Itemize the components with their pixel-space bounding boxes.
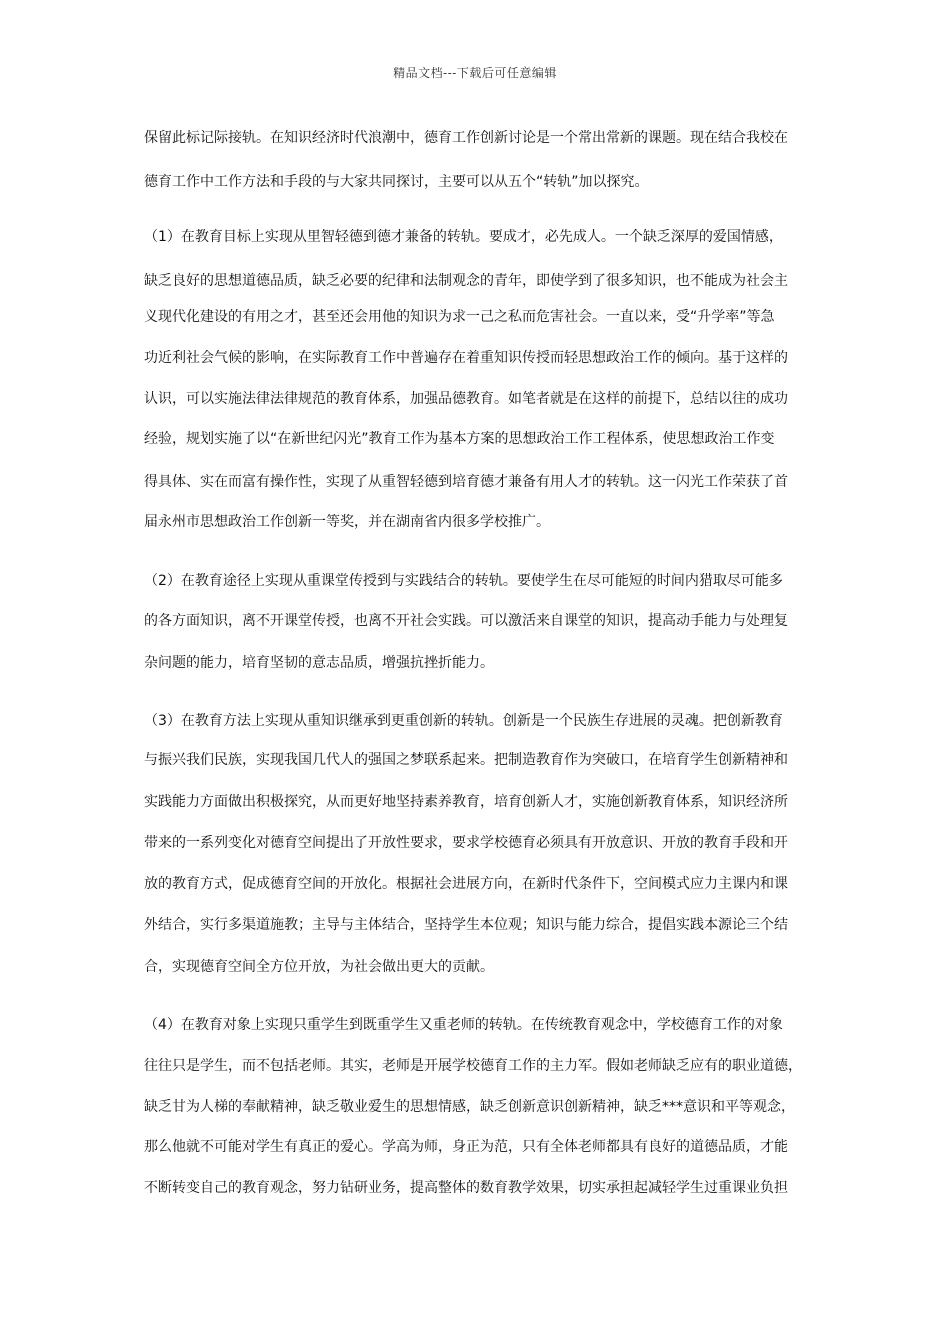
paragraph-line: 外结合，实行多渠道施教；主导与主体结合，坚持学生本位观；知识与能力综合，提倡实践本源论三个结	[144, 917, 788, 933]
paragraph-line: 合，实现德育空间全方位开放，为社会做出更大的贡献。	[144, 959, 494, 975]
paragraph-line: （2）在教育途径上实现从重课堂传授到与实践结合的转轨。要使学生在尽可能短的时间内猎取尽可能多	[144, 573, 783, 589]
page-header: 精品文档---下载后可任意编辑	[393, 66, 557, 80]
paragraph-line: 往往只是学生，而不包括老师。其实，老师是开展学校德育工作的主力军。假如老师缺乏应有的职业道德，	[144, 1058, 802, 1074]
paragraph-line: 认识，可以实施法律法律规范的教育体系，加强品德教育。如笔者就是在这样的前提下，总结以往的成功	[144, 391, 788, 407]
paragraph-line: 放的教育方式，促成德育空间的开放化。根据社会进展方向，在新时代条件下，空间模式应力主课内和课	[144, 876, 788, 892]
paragraph-line: 的各方面知识，离不开课堂传授，也离不开社会实践。可以激活来自课堂的知识，提高动手能力与处理复	[144, 613, 788, 629]
paragraph-line: 得具体、实在而富有操作性，实现了从重智轻德到培育德才兼备有用人才的转轨。这一闪光工作荣获了首	[144, 474, 788, 490]
paragraph-line: （1）在教育目标上实现从里智轻德到德才兼备的转轨。要成才，必先成人。一个缺乏深厚的爱国情感，	[144, 229, 783, 245]
paragraph-line: （4）在教育对象上实现只重学生到既重学生又重老师的转轨。在传统教育观念中，学校德育工作的对象	[144, 1017, 783, 1033]
paragraph-line: 实践能力方面做出积极探究，从而更好地坚持素养教育，培育创新人才，实施创新教育体系，知识经济所	[144, 794, 788, 810]
paragraph-line: 不断转变自己的教育观念，努力钻研业务，提高整体的数育教学效果，切实承担起减轻学生过重课业负担	[144, 1180, 788, 1196]
paragraph-line: 带来的一系列变化对德育空间提出了开放性要求，要求学校德育必须具有开放意识、开放的教育手段和开	[144, 835, 788, 851]
paragraph-line: （3）在教育方法上实现从重知识继承到更重创新的转轨。创新是一个民族生存进展的灵魂。把创新教育	[144, 713, 783, 729]
paragraph-line: 届永州市思想政治工作创新一等奖，并在湖南省内很多学校推广。	[144, 514, 550, 530]
paragraph-line: 义现代化建设的有用之才，甚至还会用他的知识为求一己之私而危害社会。一直以来，受“升学率”等急	[144, 309, 775, 325]
paragraph-line: 与振兴我们民族，实现我国几代人的强国之梦联系起来。把制造教育作为突破口，在培育学生创新精神和	[144, 752, 788, 768]
paragraph-line: 保留此标记际接轨。在知识经济时代浪潮中，德育工作创新讨论是一个常出常新的课题。现在结合我校在	[144, 130, 788, 146]
paragraph-line: 功近利社会气候的影响，在实际教育工作中普遍存在着重知识传授而轻思想政治工作的倾向。基于这样的	[144, 350, 788, 366]
paragraph-line: 缺乏良好的思想道德品质，缺乏必要的纪律和法制观念的青年，即使学到了很多知识，也不能成为社会主	[144, 273, 788, 289]
paragraph-line: 德育工作中工作方法和手段的与大家共同探讨，主要可以从五个“转轨”加以探究。	[144, 174, 649, 190]
paragraph-line: 经验，规划实施了以“在新世纪闪光”教育工作为基本方案的思想政治工作工程体系，使思想政治工作变	[144, 431, 775, 447]
paragraph-line: 那么他就不可能对学生有真正的爱心。学高为师，身正为范，只有全体老师都具有良好的道德品质，才能	[144, 1139, 788, 1155]
paragraph-line: 缺乏甘为人梯的奉献精神，缺乏敬业爱生的思想情感，缺乏创新意识创新精神，缺乏***意识和平等观念，	[144, 1099, 795, 1115]
paragraph-line: 杂问题的能力，培育坚韧的意志品质，增强抗挫折能力。	[144, 655, 494, 671]
